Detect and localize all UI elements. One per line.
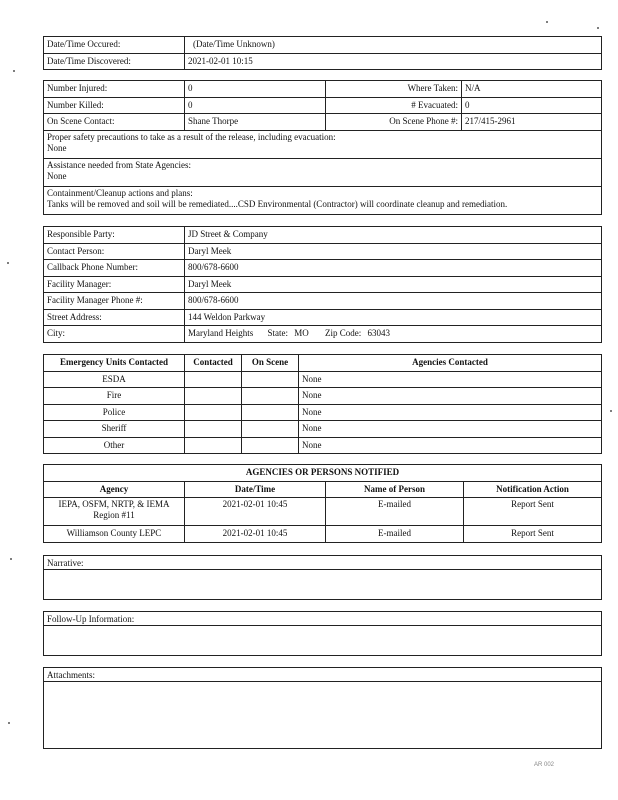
emergency-on-scene xyxy=(242,421,299,438)
street-label: Street Address: xyxy=(44,309,185,326)
precautions-box xyxy=(43,131,602,159)
attachments-label: Attachments: xyxy=(44,668,601,682)
scan-speck xyxy=(8,722,10,724)
emergency-on-scene xyxy=(242,371,299,388)
notified-title: AGENCIES OR PERSONS NOTIFIED xyxy=(44,465,602,482)
notified-row xyxy=(44,526,602,543)
phone-label: On Scene Phone #: xyxy=(326,114,462,131)
emergency-agencies: None xyxy=(299,421,602,438)
contact-value: Shane Thorpe xyxy=(185,114,326,131)
manager-row xyxy=(44,276,602,293)
assistance-box xyxy=(43,159,602,187)
notified-person: E-mailed xyxy=(326,526,464,543)
manager-label: Facility Manager: xyxy=(44,276,185,293)
precautions-value: None xyxy=(47,142,67,153)
contact-person-value: Daryl Meek xyxy=(185,243,602,260)
emergency-row xyxy=(44,371,602,388)
emergency-agencies: None xyxy=(299,371,602,388)
notified-datetime: 2021-02-01 10:45 xyxy=(185,526,326,543)
emergency-unit: ESDA xyxy=(44,371,185,388)
responsible-row xyxy=(44,227,602,244)
narrative-label: Narrative: xyxy=(44,556,601,570)
where-taken-label: Where Taken: xyxy=(326,81,462,98)
emergency-on-scene xyxy=(242,404,299,421)
emergency-contacted xyxy=(185,388,242,405)
scan-speck xyxy=(597,27,599,29)
manager-value: Daryl Meek xyxy=(185,276,602,293)
injured-label: Number Injured: xyxy=(44,81,185,98)
zip-label: Zip Code: xyxy=(325,328,362,339)
emergency-contacted xyxy=(185,404,242,421)
state-value: MO xyxy=(294,328,309,339)
emergency-unit: Other xyxy=(44,437,185,454)
scan-speck xyxy=(7,262,9,264)
killed-label: Number Killed: xyxy=(44,97,185,114)
followup-section xyxy=(43,611,602,656)
agency-header: Agency xyxy=(44,481,185,498)
contact-row xyxy=(44,114,602,131)
emergency-agencies: None xyxy=(299,437,602,454)
injured-value: 0 xyxy=(185,81,326,98)
emergency-units-header: Emergency Units Contacted xyxy=(44,355,185,372)
evacuated-label: # Evacuated: xyxy=(326,97,462,114)
callback-label: Callback Phone Number: xyxy=(44,260,185,277)
emergency-row xyxy=(44,421,602,438)
notified-person: E-mailed xyxy=(326,498,464,526)
occurred-label: Date/Time Occured: xyxy=(44,37,185,54)
street-value: 144 Weldon Parkway xyxy=(185,309,602,326)
city-value: Maryland Heights xyxy=(188,328,254,339)
discovered-row xyxy=(44,53,602,70)
emergency-contacted xyxy=(185,371,242,388)
notified-header-row xyxy=(44,481,602,498)
narrative-section xyxy=(43,555,602,600)
emergency-contacted xyxy=(185,437,242,454)
occurred-value: (Date/Time Unknown) xyxy=(185,37,602,54)
scan-speck xyxy=(13,70,15,72)
callback-value: 800/678-6600 xyxy=(185,260,602,277)
scan-speck xyxy=(546,21,548,23)
notified-title-row xyxy=(44,465,602,482)
notified-row xyxy=(44,498,602,526)
emergency-on-scene xyxy=(242,388,299,405)
emergency-unit: Fire xyxy=(44,388,185,405)
manager-phone-row xyxy=(44,293,602,310)
evacuated-value: 0 xyxy=(462,97,602,114)
notified-agency: Williamson County LEPC xyxy=(44,526,185,543)
party-section xyxy=(43,226,602,343)
person-header: Name of Person xyxy=(326,481,464,498)
responsible-value: JD Street & Company xyxy=(185,227,602,244)
responsible-label: Responsible Party: xyxy=(44,227,185,244)
containment-label: Containment/Cleanup actions and plans: xyxy=(47,187,193,198)
assistance-label: Assistance needed from State Agencies: xyxy=(47,159,191,170)
scan-speck xyxy=(610,410,612,412)
notified-datetime: 2021-02-01 10:45 xyxy=(185,498,326,526)
zip-value: 63043 xyxy=(367,328,391,339)
injured-row xyxy=(44,81,602,98)
notified-action: Report Sent xyxy=(464,498,602,526)
discovered-value: 2021-02-01 10:15 xyxy=(185,53,602,70)
scan-speck xyxy=(10,558,12,560)
city-cell xyxy=(185,326,602,343)
on-scene-header: On Scene xyxy=(242,355,299,372)
contact-label: On Scene Contact: xyxy=(44,114,185,131)
city-label: City: xyxy=(44,326,185,343)
manager-phone-value: 800/678-6600 xyxy=(185,293,602,310)
emergency-section xyxy=(43,354,602,454)
notified-action: Report Sent xyxy=(464,526,602,543)
emergency-agencies: None xyxy=(299,404,602,421)
where-taken-value: N/A xyxy=(462,81,602,98)
emergency-row xyxy=(44,404,602,421)
manager-phone-label: Facility Manager Phone #: xyxy=(44,293,185,310)
precautions-label: Proper safety precautions to take as a result of the release, including evacuation: xyxy=(47,131,336,142)
emergency-unit: Police xyxy=(44,404,185,421)
datetime-header: Date/Time xyxy=(185,481,326,498)
callback-row xyxy=(44,260,602,277)
datetime-section xyxy=(43,36,602,70)
contacted-header: Contacted xyxy=(185,355,242,372)
state-label: State: xyxy=(267,328,288,339)
occurred-row xyxy=(44,37,602,54)
street-row xyxy=(44,309,602,326)
notified-agency: IEPA, OSFM, NRTP, & IEMA Region #11 xyxy=(44,498,185,526)
agencies-contacted-header: Agencies Contacted xyxy=(299,355,602,372)
emergency-on-scene xyxy=(242,437,299,454)
killed-value: 0 xyxy=(185,97,326,114)
discovered-label: Date/Time Discovered: xyxy=(44,53,185,70)
containment-value: Tanks will be removed and soil will be remediated....CSD Environmental (Contractor) will coordinate cleanup and remediation. xyxy=(47,198,508,209)
incident-section xyxy=(43,80,602,215)
notified-section xyxy=(43,464,602,543)
attachments-section xyxy=(43,667,602,749)
phone-value: 217/415-2961 xyxy=(462,114,602,131)
emergency-unit: Sheriff xyxy=(44,421,185,438)
footer-code: AR 002 xyxy=(534,762,555,768)
assistance-value: None xyxy=(47,170,67,181)
contact-person-label: Contact Person: xyxy=(44,243,185,260)
emergency-header-row xyxy=(44,355,602,372)
followup-label: Follow-Up Information: xyxy=(44,612,601,626)
emergency-contacted xyxy=(185,421,242,438)
city-row xyxy=(44,326,602,343)
containment-box xyxy=(43,187,602,215)
contact-person-row xyxy=(44,243,602,260)
action-header: Notification Action xyxy=(464,481,602,498)
emergency-row xyxy=(44,388,602,405)
killed-row xyxy=(44,97,602,114)
emergency-row xyxy=(44,437,602,454)
emergency-agencies: None xyxy=(299,388,602,405)
